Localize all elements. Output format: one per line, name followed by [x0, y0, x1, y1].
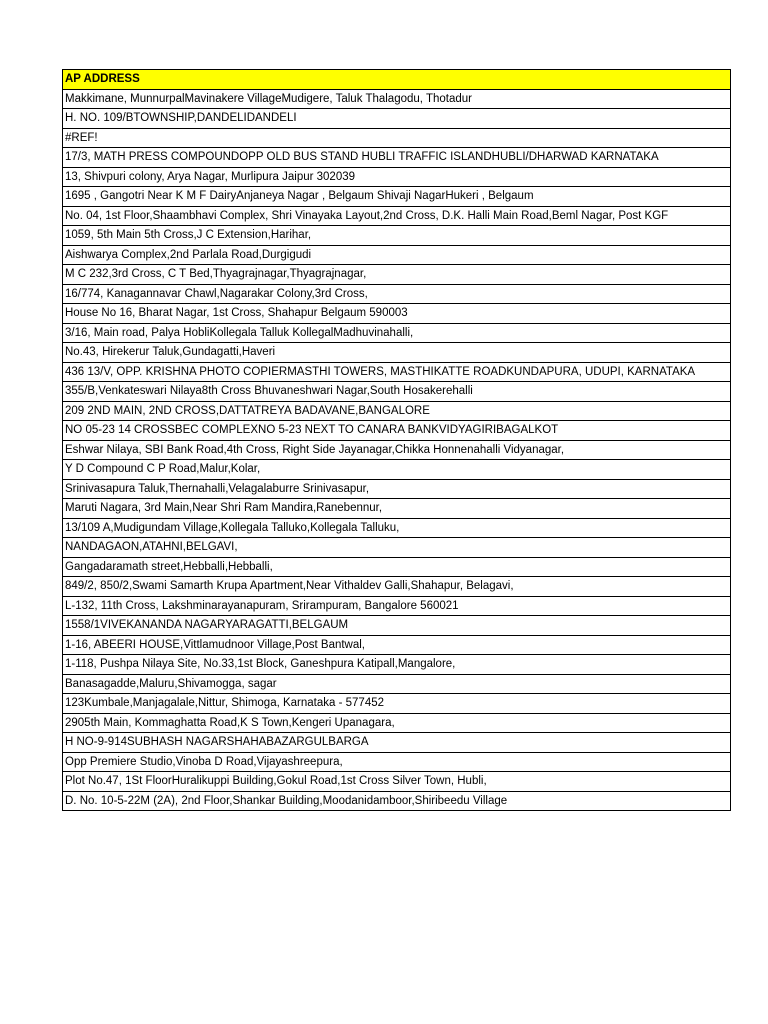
table-row [63, 752, 731, 772]
table-row [63, 109, 731, 129]
spreadsheet [62, 69, 731, 811]
table-row [63, 674, 731, 694]
address-table-body [63, 70, 731, 811]
table-row [63, 655, 731, 675]
address-cell[interactable]: NANDAGAON,ATAHNI,BELGAVI, [63, 538, 731, 558]
table-row [63, 304, 731, 324]
table-row [63, 401, 731, 421]
address-cell[interactable]: 355/B,Venkateswari Nilaya8th Cross Bhuvaneshwari Nagar,South Hosakerehalli [63, 382, 731, 402]
table-row [63, 479, 731, 499]
table-row [63, 167, 731, 187]
address-cell[interactable]: D. No. 10-5-22M (2A), 2nd Floor,Shankar Building,Moodanidamboor,Shiribeedu Village [63, 791, 731, 811]
address-cell[interactable]: 123Kumbale,Manjagalale,Nittur, Shimoga, Karnataka - 577452 [63, 694, 731, 714]
address-cell[interactable]: Opp Premiere Studio,Vinoba D Road,Vijayashreepura, [63, 752, 731, 772]
address-cell[interactable]: 1-118, Pushpa Nilaya Site, No.33,1st Block, Ganeshpura Katipall,Mangalore, [63, 655, 731, 675]
address-cell[interactable]: Banasagadde,Maluru,Shivamogga, sagar [63, 674, 731, 694]
address-cell[interactable]: 1558/1VIVEKANANDA NAGARYARAGATTI,BELGAUM [63, 616, 731, 636]
address-cell[interactable]: H. NO. 109/BTOWNSHIP,DANDELIDANDELI [63, 109, 731, 129]
address-cell[interactable]: 17/3, MATH PRESS COMPOUNDOPP OLD BUS STAND HUBLI TRAFFIC ISLANDHUBLI/DHARWAD KARNATAKA [63, 148, 731, 168]
address-cell[interactable]: M C 232,3rd Cross, C T Bed,Thyagrajnagar,Thyagrajnagar, [63, 265, 731, 285]
address-cell[interactable]: Aishwarya Complex,2nd Parlala Road,Durgigudi [63, 245, 731, 265]
table-row [63, 596, 731, 616]
address-cell[interactable]: No. 04, 1st Floor,Shaambhavi Complex, Shri Vinayaka Layout,2nd Cross, D.K. Halli Main Road,Beml Nagar, Post KGF [63, 206, 731, 226]
address-cell[interactable]: 1695 , Gangotri Near K M F DairyAnjaneya Nagar , Belgaum Shivaji NagarHukeri , Belgaum [63, 187, 731, 207]
table-row [63, 148, 731, 168]
address-cell[interactable]: 2905th Main, Kommaghatta Road,K S Town,Kengeri Upanagara, [63, 713, 731, 733]
table-row [63, 382, 731, 402]
table-row [63, 343, 731, 363]
address-cell[interactable]: 209 2ND MAIN, 2ND CROSS,DATTATREYA BADAVANE,BANGALORE [63, 401, 731, 421]
address-cell[interactable]: Eshwar Nilaya, SBI Bank Road,4th Cross, Right Side Jayanagar,Chikka Honnenahalli Vidyanagar, [63, 440, 731, 460]
address-table [62, 69, 731, 811]
address-cell[interactable]: 3/16, Main road, Palya HobliKollegala Talluk KollegalMadhuvinahalli, [63, 323, 731, 343]
address-cell[interactable]: 16/774, Kanagannavar Chawl,Nagarakar Colony,3rd Cross, [63, 284, 731, 304]
table-row [63, 635, 731, 655]
address-cell[interactable]: 13/109 A,Mudigundam Village,Kollegala Talluko,Kollegala Talluku, [63, 518, 731, 538]
address-cell[interactable]: Makkimane, MunnurpalMavinakere VillageMudigere, Taluk Thalagodu, Thotadur [63, 89, 731, 109]
address-cell[interactable]: Srinivasapura Taluk,Thernahalli,Velagalaburre Srinivasapur, [63, 479, 731, 499]
address-cell[interactable]: No.43, Hirekerur Taluk,Gundagatti,Haveri [63, 343, 731, 363]
table-row [63, 694, 731, 714]
column-header-ap-address[interactable]: AP ADDRESS [63, 70, 731, 90]
table-row [63, 713, 731, 733]
address-cell[interactable]: Gangadaramath street,Hebballi,Hebballi, [63, 557, 731, 577]
address-cell[interactable]: 1-16, ABEERI HOUSE,Vittlamudnoor Village,Post Bantwal, [63, 635, 731, 655]
table-row [63, 460, 731, 480]
table-row [63, 421, 731, 441]
table-row [63, 557, 731, 577]
table-row [63, 128, 731, 148]
address-cell[interactable]: L-132, 11th Cross, Lakshminarayanapuram, Srirampuram, Bangalore 560021 [63, 596, 731, 616]
table-row [63, 362, 731, 382]
table-row [63, 245, 731, 265]
table-row [63, 577, 731, 597]
address-cell[interactable]: House No 16, Bharat Nagar, 1st Cross, Shahapur Belgaum 590003 [63, 304, 731, 324]
address-cell[interactable]: 849/2, 850/2,Swami Samarth Krupa Apartment,Near Vithaldev Galli,Shahapur, Belagavi, [63, 577, 731, 597]
address-cell[interactable]: Maruti Nagara, 3rd Main,Near Shri Ram Mandira,Ranebennur, [63, 499, 731, 519]
table-row [63, 616, 731, 636]
table-row [63, 284, 731, 304]
address-cell[interactable]: Plot No.47, 1St FloorHuralikuppi Building,Gokul Road,1st Cross Silver Town, Hubli, [63, 772, 731, 792]
table-row [63, 499, 731, 519]
address-cell[interactable]: 1059, 5th Main 5th Cross,J C Extension,Harihar, [63, 226, 731, 246]
address-cell[interactable]: 436 13/V, OPP. KRISHNA PHOTO COPIERMASTHI TOWERS, MASTHIKATTE ROADKUNDAPURA, UDUPI, KARNATAKA [63, 362, 731, 382]
table-row [63, 89, 731, 109]
table-row [63, 733, 731, 753]
table-row [63, 538, 731, 558]
table-row [63, 518, 731, 538]
address-cell[interactable]: 13, Shivpuri colony, Arya Nagar, Murlipura Jaipur 302039 [63, 167, 731, 187]
header-row [63, 70, 731, 90]
address-cell[interactable]: H NO-9-914SUBHASH NAGARSHAHABAZARGULBARGA [63, 733, 731, 753]
table-row [63, 440, 731, 460]
table-row [63, 323, 731, 343]
table-row [63, 791, 731, 811]
address-cell[interactable]: #REF! [63, 128, 731, 148]
address-cell[interactable]: NO 05-23 14 CROSSBEC COMPLEXNO 5-23 NEXT TO CANARA BANKVIDYAGIRIBAGALKOT [63, 421, 731, 441]
table-row [63, 265, 731, 285]
address-cell[interactable]: Y D Compound C P Road,Malur,Kolar, [63, 460, 731, 480]
table-row [63, 206, 731, 226]
table-row [63, 772, 731, 792]
table-row [63, 187, 731, 207]
table-row [63, 226, 731, 246]
